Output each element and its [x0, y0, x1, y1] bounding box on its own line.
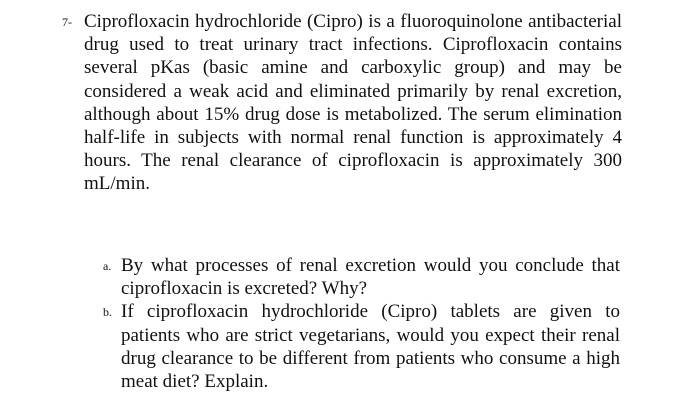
part-b-letter: b. — [103, 305, 112, 320]
part-a-letter: a. — [103, 259, 112, 273]
part-b — [103, 300, 620, 393]
question-number: 7- — [62, 15, 72, 29]
question-body: Ciprofloxacin hydrochloride (Cipro) is a fluoroquinolone antibacterial drug used to treat urinary tract infections. Ciprofloxacin contains several pKas (basic amine and carboxylic group) and may be considered a weak acid and eliminated primarily by renal excretion, although about 15% drug dose is metabolized. The serum elimination half-life in subjects with normal renal function is approximately 4 hours. The renal clearance of ciprofloxacin is approximately 300 mL/min. — [84, 11, 622, 195]
question-parts — [103, 254, 620, 393]
question-7 — [62, 10, 622, 196]
part-b-text: If ciprofloxacin hydrochloride (Cipro) tablets are given to patients who are strict vegetarians, would you expect their renal drug clearance to be different from patients who consume a high meat diet? Explain. — [121, 301, 620, 393]
part-a-text: By what processes of renal excretion would you conclude that ciprofloxacin is excreted? Why? — [121, 255, 620, 300]
part-a — [103, 254, 620, 300]
